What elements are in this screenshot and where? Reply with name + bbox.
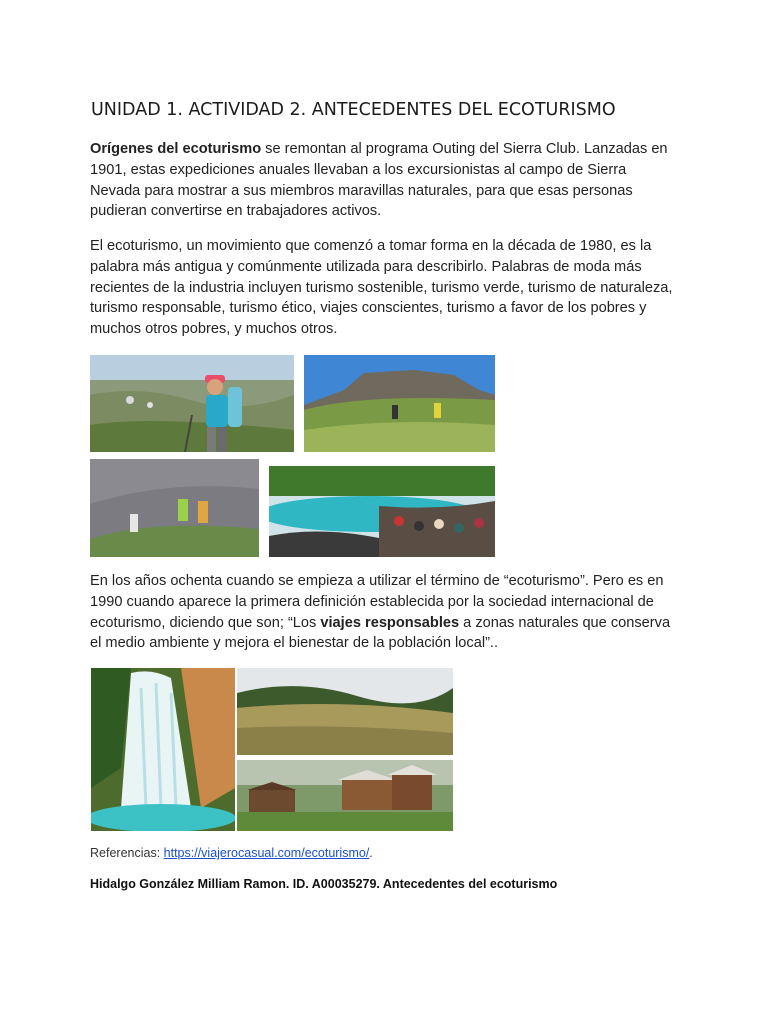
photo-meadow — [237, 668, 453, 755]
bold-responsible-travel: viajes responsables — [320, 614, 460, 631]
references — [90, 846, 373, 860]
bold-origins-term: Orígenes del ecoturismo — [90, 141, 262, 157]
photo-mountain-hikers — [304, 355, 495, 452]
photo-hiker-woman — [90, 355, 294, 452]
photo-waterfall — [91, 668, 235, 831]
document-title: UNIDAD 1. ACTIVIDAD 2. ANTECEDENTES DEL ECOTURISMO — [91, 100, 616, 120]
paragraph-origins-text: se remontan al programa Outing del Sierra Club. Lanzadas en 1901, estas expediciones anuales llevaban a los excursionistas al campo de Sierra Nevada para mostrar a sus miembros maravillas naturales, para que esas personas pudieran convertirse en trabajadores activos. — [90, 141, 668, 220]
photo-eco-cabins — [237, 760, 453, 831]
photo-lagoon-crowd — [269, 466, 495, 557]
paragraph-definition — [90, 571, 675, 654]
reference-link[interactable]: https://viajerocasual.com/ecoturismo/ — [163, 846, 370, 860]
references-end: . — [369, 846, 373, 860]
paragraph-origins — [90, 139, 675, 222]
photo-volcano-trek — [90, 459, 259, 557]
references-label: Referencias: — [90, 846, 164, 860]
paragraph-definition-intro: En los años ochenta cuando se empieza a utilizar el término de “ecoturismo”. Pero es en 1990 cuando aparece la primera definición establecida por la sociedad internacional de ecoturismo, diciendo que son; “Los — [90, 573, 664, 631]
paragraph-ecotourism: El ecoturismo, un movimiento que comenzó a tomar forma en la década de 1980, es la palabra más antigua y comúnmente utilizada para describirlo. Palabras de moda más recientes de la industria incluyen turismo sostenible, turismo verde, turismo de naturaleza, turismo responsable, turismo ético, viajes conscientes, turismo a favor de los pobres y muchos otros pobres, y muchos otros. — [90, 238, 673, 338]
paragraph-definition-end: a zonas naturales que conserva el medio ambiente y mejora el bienestar de la población local”.. — [90, 614, 671, 652]
author-line: Hidalgo González Milliam Ramon. ID. A00035279. Antecedentes del ecoturismo — [90, 877, 558, 891]
